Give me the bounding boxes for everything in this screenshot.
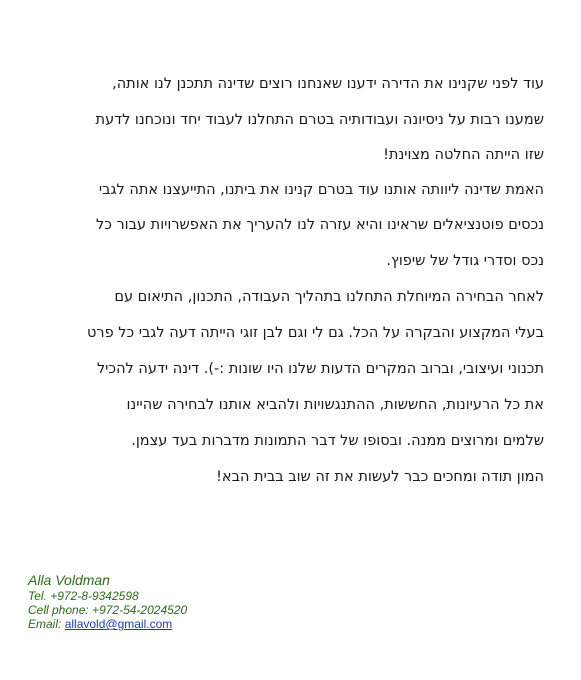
letter-line: נכס וסדרי גודל של שיפוץ. <box>386 253 544 269</box>
cell-label: Cell phone: <box>28 603 89 617</box>
signature-tel <box>28 589 328 603</box>
signature-block <box>28 571 328 631</box>
cell-value: +972-54-2024520 <box>92 603 188 617</box>
signature-name: Alla Voldman <box>28 572 110 588</box>
letter-line: תכנוני ועיצובי, וברוב המקרים הדעות שלנו היו שונות :-). דינה ידעה להכיל <box>96 361 544 377</box>
testimonial-letter <box>60 66 544 495</box>
tel-label: Tel. <box>28 589 47 603</box>
email-label: Email: <box>28 617 62 631</box>
letter-line: לאחר הבחירה המיוחלת התחלנו בתהליך העבודה, התכנון, התיאום עם <box>114 289 544 305</box>
letter-line: עוד לפני שקנינו את הדירה ידענו שאנחנו רוצים שדינה תתכנן לנו אותה, <box>112 76 544 92</box>
letter-line: בעלי המקצוע והבקרה על הכל. גם לי וגם לבן זוגי הייתה דעה לגבי כל פרט <box>87 325 544 341</box>
signature-email <box>28 617 328 631</box>
letter-line: שמענו רבות על ניסיונה ועבודותיה בטרם התחלנו לעבוד יחד ונוכחנו לדעת <box>95 112 544 128</box>
tel-value: +972-8-9342598 <box>50 589 139 603</box>
letter-line: המון תודה ומחכים כבר לעשות את זה שוב בבית הבא! <box>216 469 544 485</box>
letter-line: האמת שדינה ליוותה אותנו עוד בטרם קנינו את ביתנו, התייעצנו אתה לגבי <box>98 182 544 198</box>
signature-cell <box>28 603 328 617</box>
email-link[interactable]: allavold@gmail.com <box>64 617 173 631</box>
letter-line: את כל הרעיונות, החששות, ההתנגשויות ולהביא אותנו לבחירה שהיינו <box>126 397 544 413</box>
letter-line: שזו הייתה החלטה מצוינת! <box>383 147 544 163</box>
letter-line: נכסים פוטנציאלים שראינו והיא עזרה לנו להעריך את האפשרויות עבור כל <box>95 217 544 233</box>
letter-line: שלמים ומרוצים ממנה. ובסופו של דבר התמונות מדברות בעד עצמן. <box>131 433 544 449</box>
